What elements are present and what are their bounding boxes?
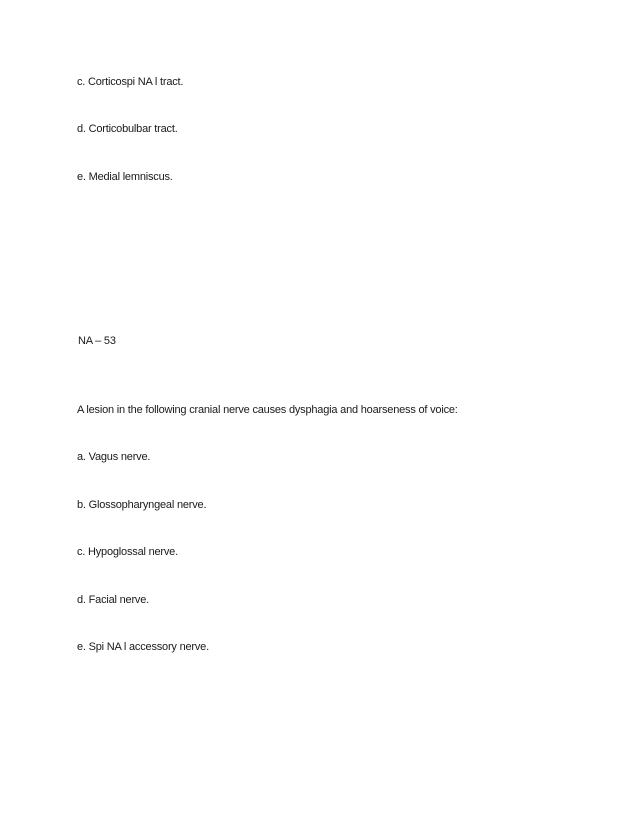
prev-option-e: e. Medial lemniscus.: [77, 171, 173, 183]
question-number: NA – 53: [78, 335, 116, 347]
option-e: e. Spi NA l accessory nerve.: [77, 641, 209, 653]
prev-option-c: c. Corticospi NA l tract.: [77, 76, 184, 88]
option-d: d. Facial nerve.: [77, 594, 150, 606]
option-c: c. Hypoglossal nerve.: [77, 546, 178, 558]
prev-option-d: d. Corticobulbar tract.: [77, 123, 178, 135]
option-a: a. Vagus nerve.: [77, 451, 151, 463]
option-b: b. Glossopharyngeal nerve.: [77, 499, 207, 511]
question-text: A lesion in the following cranial nerve causes dysphagia and hoarseness of voice:: [77, 404, 458, 416]
